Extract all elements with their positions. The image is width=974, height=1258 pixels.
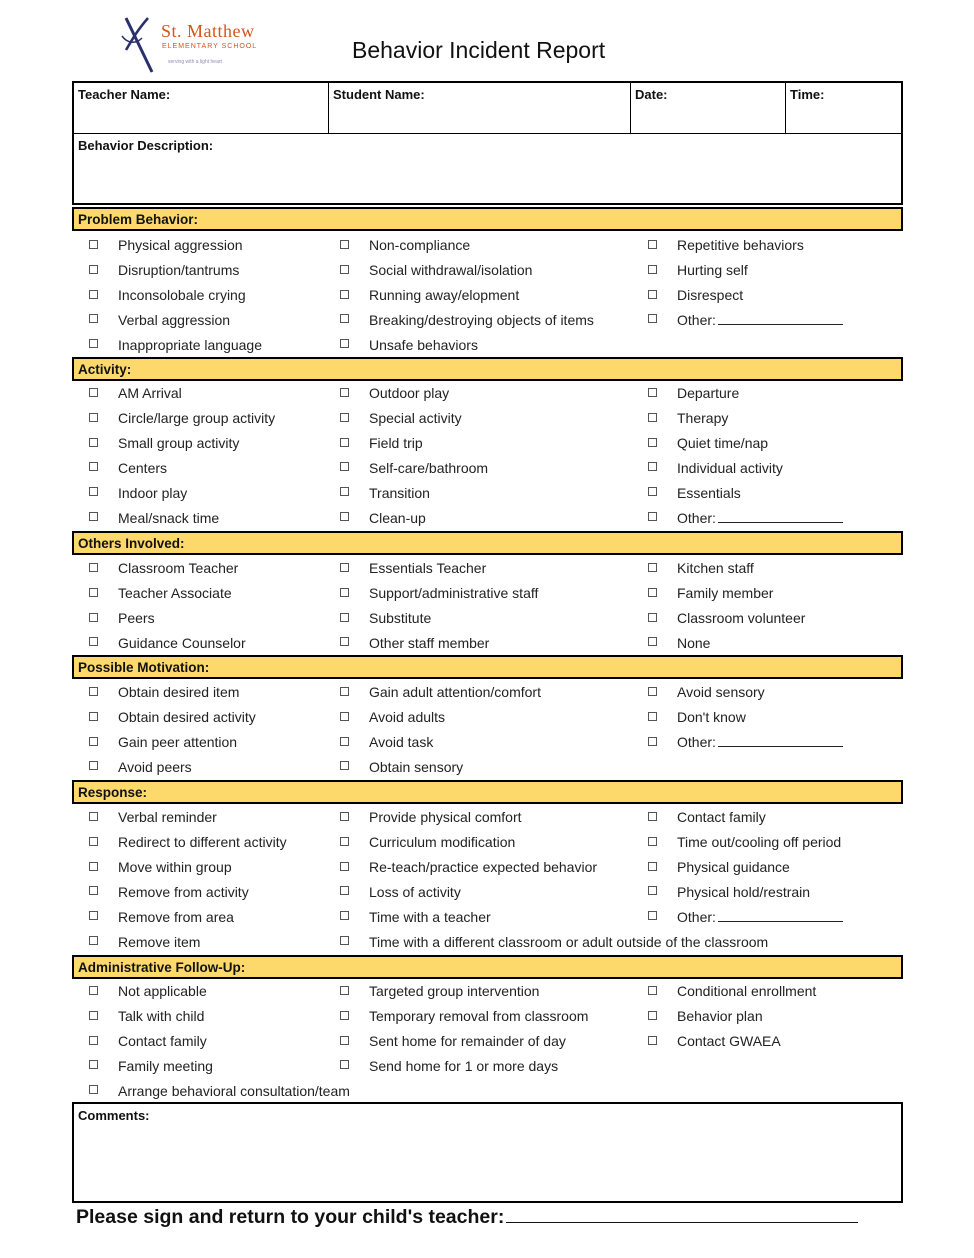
checkbox-option[interactable] <box>89 884 249 900</box>
checkbox-icon[interactable] <box>648 911 657 920</box>
checkbox-icon[interactable] <box>648 512 657 521</box>
checkbox-option[interactable] <box>648 834 841 850</box>
checkbox-icon[interactable] <box>340 438 349 447</box>
checkbox-option[interactable] <box>340 1008 588 1024</box>
checkbox-option[interactable] <box>89 287 246 303</box>
checkbox-icon[interactable] <box>89 637 98 646</box>
option-label: Redirect to different activity <box>118 833 287 850</box>
checkbox-option[interactable] <box>340 262 532 278</box>
checkbox-icon[interactable] <box>340 314 349 323</box>
option-label: Peers <box>118 609 155 626</box>
checkbox-icon[interactable] <box>340 1036 349 1045</box>
section-header <box>72 780 903 804</box>
option-label: Gain peer attention <box>118 733 238 750</box>
checkbox-icon[interactable] <box>648 862 657 871</box>
checkbox-option[interactable] <box>340 560 486 576</box>
checkbox-option[interactable] <box>648 510 843 526</box>
checkbox-icon[interactable] <box>89 1060 98 1069</box>
checkbox-icon[interactable] <box>89 265 98 274</box>
option-label: Family member <box>677 584 774 601</box>
other-blank-line[interactable] <box>718 324 843 325</box>
checkbox-option[interactable] <box>89 909 234 925</box>
option-label: Departure <box>677 385 740 401</box>
checkbox-option[interactable] <box>648 287 743 303</box>
section-title: Problem Behavior: <box>72 207 903 231</box>
checkbox-option[interactable] <box>340 909 491 925</box>
section-header <box>72 357 903 381</box>
checkbox-icon[interactable] <box>648 687 657 696</box>
option-label: Conditional enrollment <box>677 983 817 999</box>
option-label: Essentials Teacher <box>369 560 487 576</box>
checkbox-option[interactable] <box>648 385 739 401</box>
checkbox-option[interactable] <box>89 809 217 825</box>
checkbox-icon[interactable] <box>340 737 349 746</box>
comments-label: Comments: <box>78 1108 150 1123</box>
option-label: Individual activity <box>677 459 783 476</box>
checkbox-option[interactable] <box>89 684 239 700</box>
checkbox-icon[interactable] <box>648 1011 657 1020</box>
checkbox-icon[interactable] <box>648 886 657 895</box>
option-label: Other: <box>677 733 716 750</box>
checkbox-option[interactable] <box>648 312 843 328</box>
checkbox-option[interactable] <box>340 1033 566 1049</box>
option-label: Kitchen staff <box>677 560 754 576</box>
option-label: Family meeting <box>118 1057 213 1074</box>
checkbox-option[interactable] <box>340 809 522 825</box>
checkbox-option[interactable] <box>89 635 246 651</box>
school-logo <box>118 14 278 76</box>
option-label: Non-compliance <box>369 237 471 253</box>
option-label: Support/administrative staff <box>369 584 539 601</box>
option-label: Provide physical comfort <box>369 809 522 825</box>
option-label: Avoid task <box>369 733 434 750</box>
checkbox-icon[interactable] <box>648 563 657 572</box>
checkbox-icon[interactable] <box>340 413 349 422</box>
checkbox-option[interactable] <box>89 1008 204 1024</box>
checkbox-icon[interactable] <box>340 812 349 821</box>
option-label: Other: <box>677 908 716 925</box>
checkbox-option[interactable] <box>340 610 431 626</box>
checkbox-option[interactable] <box>340 287 519 303</box>
option-label: Obtain desired activity <box>118 708 256 725</box>
option-label: Move within group <box>118 858 232 875</box>
checkbox-icon[interactable] <box>340 512 349 521</box>
option-label: Classroom volunteer <box>677 609 806 626</box>
option-label: Inappropriate language <box>118 336 263 353</box>
option-label: Outdoor play <box>369 385 450 401</box>
checkbox-icon[interactable] <box>340 761 349 770</box>
option-label: Obtain sensory <box>369 758 464 775</box>
option-label: Loss of activity <box>369 883 461 900</box>
checkbox-icon[interactable] <box>89 737 98 746</box>
option-label: Sent home for remainder of day <box>369 1032 566 1049</box>
checkbox-icon[interactable] <box>648 438 657 447</box>
checkbox-option[interactable] <box>340 337 478 353</box>
option-label: Guidance Counselor <box>118 634 246 651</box>
checkbox-option[interactable] <box>340 709 445 725</box>
option-label: Field trip <box>369 434 423 451</box>
option-label: Time out/cooling off period <box>677 833 842 850</box>
section-header <box>72 531 903 555</box>
checkbox-icon[interactable] <box>89 911 98 920</box>
checkbox-option[interactable] <box>648 1033 781 1049</box>
checkbox-icon[interactable] <box>340 265 349 274</box>
checkbox-option[interactable] <box>340 312 594 328</box>
section-header <box>72 207 903 231</box>
teacher-name-label: Teacher Name: <box>78 87 171 102</box>
checkbox-icon[interactable] <box>648 413 657 422</box>
checkbox-option[interactable] <box>340 684 541 700</box>
checkbox-icon[interactable] <box>340 240 349 249</box>
checkbox-option[interactable] <box>648 635 710 651</box>
option-label: Obtain desired item <box>118 684 240 700</box>
checkbox-icon[interactable] <box>89 512 98 521</box>
checkbox-icon[interactable] <box>340 936 349 945</box>
checkbox-icon[interactable] <box>89 837 98 846</box>
section-header <box>72 955 903 979</box>
checkbox-icon[interactable] <box>648 462 657 471</box>
option-label: Contact family <box>677 809 766 825</box>
checkbox-icon[interactable] <box>340 687 349 696</box>
checkbox-option[interactable] <box>340 934 768 950</box>
option-label: Circle/large group activity <box>118 409 276 426</box>
section-title: Administrative Follow-Up: <box>72 955 903 979</box>
option-label: Behavior plan <box>677 1007 763 1024</box>
checkbox-icon[interactable] <box>89 314 98 323</box>
logo-name: St. Matthew <box>161 21 255 41</box>
checkbox-option[interactable] <box>648 909 843 925</box>
option-label: Disrespect <box>677 286 744 303</box>
option-label: Avoid sensory <box>677 684 765 700</box>
option-label: Avoid peers <box>118 758 192 775</box>
checkbox-icon[interactable] <box>89 388 98 397</box>
checkbox-icon[interactable] <box>648 837 657 846</box>
footer-text: Please sign and return to your child's teacher: <box>76 1206 505 1228</box>
option-label: Transition <box>369 484 430 501</box>
option-label: Special activity <box>369 409 462 426</box>
checkbox-icon[interactable] <box>340 986 349 995</box>
option-label: Hurting self <box>677 261 748 278</box>
checkbox-option[interactable] <box>89 759 192 775</box>
option-label: Physical guidance <box>677 858 790 875</box>
checkbox-option[interactable] <box>340 585 538 601</box>
checkbox-icon[interactable] <box>89 936 98 945</box>
checkbox-option[interactable] <box>648 884 810 900</box>
section-title: Others Involved: <box>72 531 903 555</box>
checkbox-option[interactable] <box>89 337 262 353</box>
checkbox-option[interactable] <box>89 834 287 850</box>
comments-box[interactable] <box>72 1102 903 1203</box>
checkbox-icon[interactable] <box>340 837 349 846</box>
option-label: Indoor play <box>118 484 188 501</box>
option-label: Meal/snack time <box>118 509 220 526</box>
checkbox-option[interactable] <box>89 1083 350 1099</box>
checkbox-option[interactable] <box>648 460 783 476</box>
option-label: Classroom Teacher <box>118 560 239 576</box>
option-label: Teacher Associate <box>118 584 232 601</box>
checkbox-icon[interactable] <box>648 290 657 299</box>
checkbox-option[interactable] <box>340 884 461 900</box>
option-label: Essentials <box>677 484 741 501</box>
behavior-description-label: Behavior Description: <box>78 138 214 153</box>
checkbox-icon[interactable] <box>340 862 349 871</box>
checkbox-icon[interactable] <box>340 339 349 348</box>
option-label: Verbal aggression <box>118 311 231 328</box>
checkbox-option[interactable] <box>340 734 433 750</box>
checkbox-option[interactable] <box>340 834 515 850</box>
option-label: Avoid adults <box>369 708 446 725</box>
option-label: Centers <box>118 459 168 476</box>
date-field[interactable] <box>631 83 786 133</box>
option-label: Gain adult attention/comfort <box>369 684 541 700</box>
option-label: Inconsolobale crying <box>118 286 246 303</box>
checkbox-option[interactable] <box>340 460 488 476</box>
option-label: Remove item <box>118 933 201 950</box>
option-label: Therapy <box>677 409 729 426</box>
option-label: Re-teach/practice expected behavior <box>369 858 598 875</box>
checkbox-option[interactable] <box>89 983 207 999</box>
checkbox-icon[interactable] <box>89 290 98 299</box>
option-label: Contact GWAEA <box>677 1032 781 1049</box>
checkbox-icon[interactable] <box>648 737 657 746</box>
checkbox-option[interactable] <box>89 510 219 526</box>
checkbox-option[interactable] <box>89 237 243 253</box>
checkbox-icon[interactable] <box>648 388 657 397</box>
option-label: Running away/elopment <box>369 286 520 303</box>
time-label: Time: <box>790 87 825 102</box>
checkbox-icon[interactable] <box>89 487 98 496</box>
checkbox-option[interactable] <box>340 983 539 999</box>
checkbox-icon[interactable] <box>648 712 657 721</box>
checkbox-icon[interactable] <box>648 265 657 274</box>
checkbox-icon[interactable] <box>89 761 98 770</box>
option-label: Remove from area <box>118 908 234 925</box>
checkbox-icon[interactable] <box>340 588 349 597</box>
option-label: Physical aggression <box>118 237 243 253</box>
checkbox-icon[interactable] <box>648 1036 657 1045</box>
checkbox-option[interactable] <box>89 485 187 501</box>
checkbox-icon[interactable] <box>340 290 349 299</box>
option-label: AM Arrival <box>118 385 182 401</box>
checkbox-option[interactable] <box>340 237 470 253</box>
checkbox-icon[interactable] <box>89 413 98 422</box>
checkbox-icon[interactable] <box>89 1011 98 1020</box>
checkbox-icon[interactable] <box>648 240 657 249</box>
checkbox-option[interactable] <box>89 610 155 626</box>
checkbox-icon[interactable] <box>340 462 349 471</box>
checkbox-option[interactable] <box>648 1008 763 1024</box>
checkbox-icon[interactable] <box>340 613 349 622</box>
checkbox-option[interactable] <box>648 237 804 253</box>
checkbox-option[interactable] <box>340 435 423 451</box>
checkbox-option[interactable] <box>89 859 232 875</box>
section-title: Activity: <box>72 357 903 381</box>
page-title: Behavior Incident Report <box>352 37 606 63</box>
option-label: Temporary removal from classroom <box>369 1007 589 1024</box>
other-blank-line[interactable] <box>718 746 843 747</box>
checkbox-option[interactable] <box>340 859 597 875</box>
checkbox-icon[interactable] <box>340 886 349 895</box>
checkbox-option[interactable] <box>89 385 182 401</box>
checkbox-option[interactable] <box>340 759 463 775</box>
option-label: Contact family <box>118 1032 207 1049</box>
header-table <box>72 81 903 205</box>
checkbox-icon[interactable] <box>89 240 98 249</box>
option-label: Not applicable <box>118 983 207 999</box>
option-label: Time with a teacher <box>369 908 491 925</box>
checkbox-icon[interactable] <box>89 687 98 696</box>
checkbox-icon[interactable] <box>340 911 349 920</box>
checkbox-option[interactable] <box>340 1058 558 1074</box>
logo-subtitle: ELEMENTARY SCHOOL <box>162 43 258 50</box>
checkbox-option[interactable] <box>89 1058 213 1074</box>
option-label: Small group activity <box>118 434 240 451</box>
checkbox-icon[interactable] <box>340 712 349 721</box>
checkbox-option[interactable] <box>89 312 230 328</box>
student-name-label: Student Name: <box>333 87 425 102</box>
checkbox-icon[interactable] <box>89 1036 98 1045</box>
checkbox-option[interactable] <box>340 510 426 526</box>
option-label: Quiet time/nap <box>677 434 769 451</box>
checkbox-option[interactable] <box>89 585 232 601</box>
logo-tagline: serving with a light heart <box>168 59 222 65</box>
checkbox-option[interactable] <box>648 983 816 999</box>
checkbox-option[interactable] <box>648 610 805 626</box>
section-title: Response: <box>72 780 903 804</box>
checkbox-icon[interactable] <box>648 986 657 995</box>
option-label: Remove from activity <box>118 883 249 900</box>
option-label: Curriculum modification <box>369 833 516 850</box>
checkbox-option[interactable] <box>89 460 167 476</box>
option-label: Other: <box>677 509 716 526</box>
checkbox-option[interactable] <box>648 859 790 875</box>
checkbox-icon[interactable] <box>89 438 98 447</box>
checkbox-option[interactable] <box>340 635 489 651</box>
option-label: Time with a different classroom or adult outside of the classroom <box>369 933 769 950</box>
date-label: Date: <box>635 87 668 102</box>
checkbox-icon[interactable] <box>340 563 349 572</box>
checkbox-option[interactable] <box>89 734 237 750</box>
section-header <box>72 655 903 679</box>
checkbox-icon[interactable] <box>648 588 657 597</box>
other-blank-line[interactable] <box>718 921 843 922</box>
checkbox-option[interactable] <box>89 410 275 426</box>
checkbox-option[interactable] <box>648 410 728 426</box>
checkbox-option[interactable] <box>89 934 200 950</box>
option-label: Breaking/destroying objects of items <box>369 311 594 328</box>
checkbox-icon[interactable] <box>89 462 98 471</box>
checkbox-icon[interactable] <box>340 1060 349 1069</box>
checkbox-option[interactable] <box>340 410 462 426</box>
option-label: Targeted group intervention <box>369 983 540 999</box>
checkbox-icon[interactable] <box>648 637 657 646</box>
checkbox-option[interactable] <box>648 560 754 576</box>
checkbox-option[interactable] <box>648 709 746 725</box>
cross-logo-icon <box>118 14 158 76</box>
option-label: Verbal reminder <box>118 809 217 825</box>
option-label: Social withdrawal/isolation <box>369 261 533 278</box>
checkbox-icon[interactable] <box>648 613 657 622</box>
checkbox-option[interactable] <box>89 709 256 725</box>
signature-line <box>76 1206 858 1229</box>
signature-blank[interactable] <box>506 1222 858 1223</box>
checkbox-icon[interactable] <box>89 1085 98 1094</box>
checkbox-icon[interactable] <box>340 487 349 496</box>
checkbox-icon[interactable] <box>89 588 98 597</box>
checkbox-option[interactable] <box>648 435 768 451</box>
option-label: Other staff member <box>369 634 490 651</box>
option-label: Substitute <box>369 609 432 626</box>
option-label: Talk with child <box>118 1007 205 1024</box>
checkbox-option[interactable] <box>648 585 773 601</box>
checkbox-option[interactable] <box>340 485 430 501</box>
checkbox-option[interactable] <box>648 684 765 700</box>
time-field[interactable] <box>786 83 901 133</box>
checkbox-icon[interactable] <box>648 487 657 496</box>
checkbox-option[interactable] <box>648 734 843 750</box>
checkbox-icon[interactable] <box>89 712 98 721</box>
option-label: Other: <box>677 311 716 328</box>
other-blank-line[interactable] <box>718 522 843 523</box>
checkbox-icon[interactable] <box>340 637 349 646</box>
checkbox-option[interactable] <box>89 435 239 451</box>
checkbox-option[interactable] <box>648 485 741 501</box>
checkbox-option[interactable] <box>648 809 766 825</box>
section-title: Possible Motivation: <box>72 655 903 679</box>
checkbox-option[interactable] <box>340 385 449 401</box>
checkbox-icon[interactable] <box>648 812 657 821</box>
checkbox-icon[interactable] <box>89 862 98 871</box>
checkbox-icon[interactable] <box>340 1011 349 1020</box>
checkbox-icon[interactable] <box>89 986 98 995</box>
option-label: Repetitive behaviors <box>677 237 804 253</box>
teacher-name-field[interactable] <box>74 83 329 133</box>
divider <box>74 133 901 134</box>
checkbox-icon[interactable] <box>648 314 657 323</box>
checkbox-option[interactable] <box>89 262 239 278</box>
option-label: Disruption/tantrums <box>118 261 240 278</box>
checkbox-icon[interactable] <box>89 339 98 348</box>
checkbox-icon[interactable] <box>89 886 98 895</box>
checkbox-option[interactable] <box>89 1033 207 1049</box>
checkbox-option[interactable] <box>89 560 238 576</box>
option-label: Send home for 1 or more days <box>369 1057 559 1074</box>
checkbox-icon[interactable] <box>340 388 349 397</box>
option-label: Arrange behavioral consultation/team <box>118 1082 350 1099</box>
student-name-field[interactable] <box>329 83 631 133</box>
option-label: Physical hold/restrain <box>677 883 811 900</box>
checkbox-icon[interactable] <box>89 613 98 622</box>
option-label: Don't know <box>677 708 746 725</box>
option-label: None <box>677 634 711 651</box>
checkbox-option[interactable] <box>648 262 748 278</box>
checkbox-icon[interactable] <box>89 812 98 821</box>
checkbox-icon[interactable] <box>89 563 98 572</box>
option-label: Unsafe behaviors <box>369 336 478 353</box>
option-label: Clean-up <box>369 509 426 526</box>
option-label: Self-care/bathroom <box>369 459 489 476</box>
